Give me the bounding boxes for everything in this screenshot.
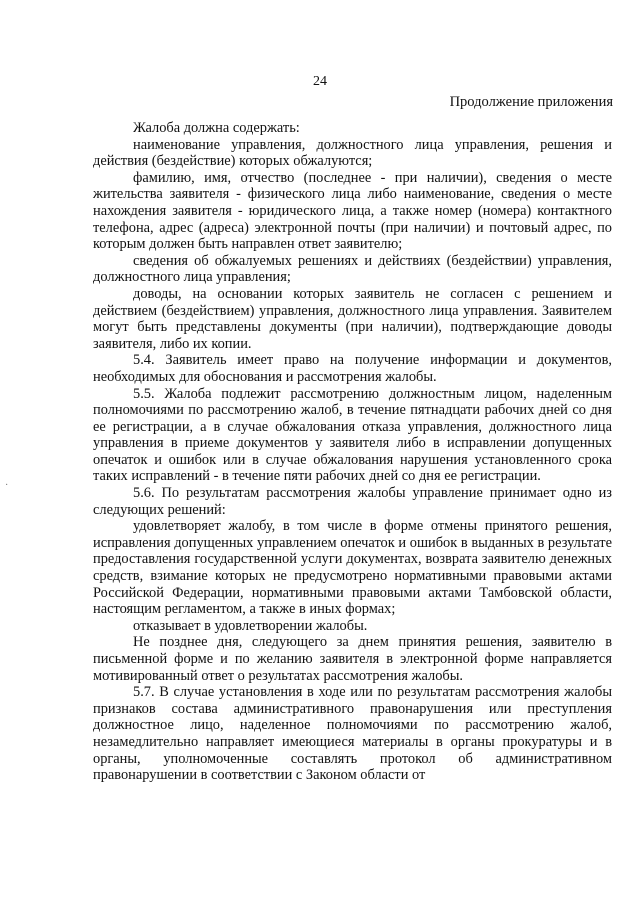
paragraph-response-deadline: Не позднее дня, следующего за днем принятия решения, заявителю в письменной форме и по желанию заявителя в электронной форме направляется мотивированный ответ о результатах рассмотрения жалобы. [93,634,612,684]
margin-mark: · [5,480,9,491]
paragraph-5-5: 5.5. Жалоба подлежит рассмотрению должностным лицом, наделенным полномочиями по рассмотрению жалоб, в течение пятнадцати рабочих дней со дня ее регистрации, а в случае обжалования отказа управления, должностного лица управления в приеме документов у заявителя либо в исправлении допущенных опечаток и ошибок или в случае обжалования нарушения установленного срока таких исправлений - в течение пяти рабочих дней со дня ее регистрации. [93,385,612,485]
paragraph-appealed-decisions: сведения об обжалуемых решениях и действиях (бездействии) управления, должностного лица управления; [93,252,612,286]
paragraph-5-7: 5.7. В случае установления в ходе или по результатам рассмотрения жалобы признаков состава административного правонарушения или преступления должностное лицо, наделенное полномочиями по рассмотрению жалоб, незамедлительно направляет имеющиеся материалы в органы прокуратуры и в органы, уполномоченные составлять протокол об административном правонарушении в соответствии с Законом области от [93,684,612,784]
paragraph-5-6: 5.6. По результатам рассмотрения жалобы управление принимает одно из следующих решений: [93,485,612,518]
page-number: 24 [313,74,327,89]
paragraph-complaint-contents: Жалоба должна содержать: [133,120,300,136]
paragraph-arguments: доводы, на основании которых заявитель не согласен с решением и действием (бездействием) управления, должностного лица управления. Заявителем могут быть представлены документы (при наличии), подтверждающие доводы заявителя, либо их копии. [93,285,612,352]
paragraph-satisfies-complaint: удовлетворяет жалобу, в том числе в форме отмены принятого решения, исправления допущенных управлением опечаток и ошибок в выданных в результате предоставления государственной услуги документах, возврата заявителю денежных средств, взимание которых не предусмотрено нормативными правовыми актами Российской Федерации, нормативными правовыми актами Тамбовской области, настоящим регламентом, а также в иных формах; [93,518,612,618]
document-body [93,120,612,784]
paragraph-authority-name: наименование управления, должностного лица управления, решения и действия (бездействие) которых обжалуются; [93,136,612,170]
paragraph-5-4: 5.4. Заявитель имеет право на получение информации и документов, необходимых для обоснования и рассмотрения жалобы. [93,352,612,385]
continuation-label: Продолжение приложения [449,94,613,110]
paragraph-applicant-details: фамилию, имя, отчество (последнее - при наличии), сведения о месте жительства заявителя - физического лица либо наименование, сведения о месте нахождения заявителя - юридического лица, а также номер (номера) контактного телефона, адрес (адреса) электронной почты (при наличии) и почтовый адрес, по которым должен быть направлен ответ заявителю; [93,169,612,253]
paragraph-rejects-complaint: отказывает в удовлетворении жалобы. [133,617,368,634]
